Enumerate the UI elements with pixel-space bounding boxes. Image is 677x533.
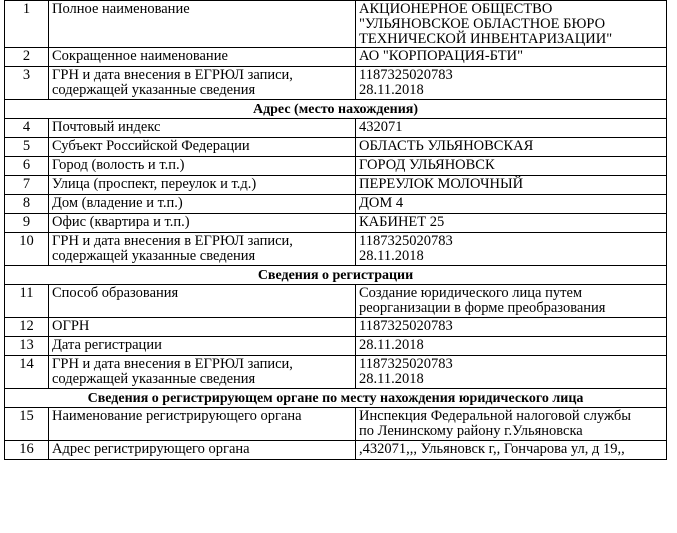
row-label: Полное наименование bbox=[49, 1, 356, 48]
table-row bbox=[5, 119, 667, 138]
row-number: 9 bbox=[5, 214, 49, 233]
row-value bbox=[356, 67, 667, 100]
table-row bbox=[5, 233, 667, 266]
row-number: 1 bbox=[5, 1, 49, 48]
section-header-row bbox=[5, 266, 667, 285]
label-line: содержащей указанные сведения bbox=[52, 82, 256, 98]
value-line: 1187325020783 bbox=[359, 233, 453, 249]
table-row bbox=[5, 1, 667, 48]
table-row bbox=[5, 48, 667, 67]
table-row bbox=[5, 138, 667, 157]
table-row bbox=[5, 67, 667, 100]
row-label bbox=[49, 67, 356, 100]
row-value: АО "КОРПОРАЦИЯ-БТИ" bbox=[356, 48, 667, 67]
row-label: Способ образования bbox=[49, 285, 356, 318]
row-label: Субъект Российской Федерации bbox=[49, 138, 356, 157]
row-value bbox=[356, 356, 667, 389]
section-title-registration: Сведения о регистрации bbox=[5, 266, 667, 285]
table-row bbox=[5, 318, 667, 337]
row-label: Дом (владение и т.п.) bbox=[49, 195, 356, 214]
row-number: 15 bbox=[5, 408, 49, 441]
value-line: ТЕХНИЧЕСКОЙ ИНВЕНТАРИЗАЦИИ" bbox=[359, 31, 613, 47]
row-number: 16 bbox=[5, 441, 49, 460]
label-line: содержащей указанные сведения bbox=[52, 371, 256, 387]
row-label bbox=[49, 233, 356, 266]
value-line: 1187325020783 bbox=[359, 67, 453, 83]
table-row bbox=[5, 408, 667, 441]
row-label bbox=[49, 356, 356, 389]
table-row bbox=[5, 195, 667, 214]
row-number: 12 bbox=[5, 318, 49, 337]
value-line: Инспекция Федеральной налоговой службы bbox=[359, 408, 631, 424]
value-line: реорганизации в форме преобразования bbox=[359, 300, 606, 316]
label-line: содержащей указанные сведения bbox=[52, 248, 256, 264]
row-value: ГОРОД УЛЬЯНОВСК bbox=[356, 157, 667, 176]
table-row bbox=[5, 157, 667, 176]
egrul-extract-table bbox=[4, 0, 666, 460]
row-label: Город (волость и т.п.) bbox=[49, 157, 356, 176]
row-label: Почтовый индекс bbox=[49, 119, 356, 138]
row-value bbox=[356, 408, 667, 441]
row-label: Адрес регистрирующего органа bbox=[49, 441, 356, 460]
value-line: "УЛЬЯНОВСКОЕ ОБЛАСТНОЕ БЮРО bbox=[359, 16, 606, 32]
table-row bbox=[5, 337, 667, 356]
section-header-row bbox=[5, 389, 667, 408]
row-number: 11 bbox=[5, 285, 49, 318]
value-line: 28.11.2018 bbox=[359, 371, 424, 387]
row-value: ,432071,,, Ульяновск г,, Гончарова ул, д 19,, bbox=[356, 441, 667, 460]
row-number: 10 bbox=[5, 233, 49, 266]
row-number: 5 bbox=[5, 138, 49, 157]
row-value: ДОМ 4 bbox=[356, 195, 667, 214]
row-number: 4 bbox=[5, 119, 49, 138]
row-value: КАБИНЕТ 25 bbox=[356, 214, 667, 233]
row-label: Офис (квартира и т.п.) bbox=[49, 214, 356, 233]
info-table bbox=[4, 0, 667, 460]
row-label: Дата регистрации bbox=[49, 337, 356, 356]
label-line: ГРН и дата внесения в ЕГРЮЛ записи, bbox=[52, 356, 293, 372]
row-label: Сокращенное наименование bbox=[49, 48, 356, 67]
row-number: 8 bbox=[5, 195, 49, 214]
row-value: ПЕРЕУЛОК МОЛОЧНЫЙ bbox=[356, 176, 667, 195]
table-row bbox=[5, 441, 667, 460]
row-number: 13 bbox=[5, 337, 49, 356]
value-line: 1187325020783 bbox=[359, 356, 453, 372]
table-row bbox=[5, 285, 667, 318]
value-line: АКЦИОНЕРНОЕ ОБЩЕСТВО bbox=[359, 1, 553, 17]
row-value: ОБЛАСТЬ УЛЬЯНОВСКАЯ bbox=[356, 138, 667, 157]
row-number: 6 bbox=[5, 157, 49, 176]
label-line: ГРН и дата внесения в ЕГРЮЛ записи, bbox=[52, 233, 293, 249]
row-value: 1187325020783 bbox=[356, 318, 667, 337]
row-number: 2 bbox=[5, 48, 49, 67]
row-label: Наименование регистрирующего органа bbox=[49, 408, 356, 441]
value-line: по Ленинскому району г.Ульяновска bbox=[359, 423, 583, 439]
table-row bbox=[5, 356, 667, 389]
value-line: 28.11.2018 bbox=[359, 82, 424, 98]
row-value bbox=[356, 285, 667, 318]
row-value: 28.11.2018 bbox=[356, 337, 667, 356]
section-title-address: Адрес (место нахождения) bbox=[5, 100, 667, 119]
row-number: 14 bbox=[5, 356, 49, 389]
row-value bbox=[356, 233, 667, 266]
section-header-row bbox=[5, 100, 667, 119]
value-line: 28.11.2018 bbox=[359, 248, 424, 264]
row-label: ОГРН bbox=[49, 318, 356, 337]
table-row bbox=[5, 214, 667, 233]
section-title-authority: Сведения о регистрирующем органе по месту нахождения юридического лица bbox=[5, 389, 667, 408]
row-number: 7 bbox=[5, 176, 49, 195]
table-row bbox=[5, 176, 667, 195]
label-line: ГРН и дата внесения в ЕГРЮЛ записи, bbox=[52, 67, 293, 83]
row-number: 3 bbox=[5, 67, 49, 100]
row-label: Улица (проспект, переулок и т.д.) bbox=[49, 176, 356, 195]
value-line: Создание юридического лица путем bbox=[359, 285, 583, 301]
row-value bbox=[356, 1, 667, 48]
row-value: 432071 bbox=[356, 119, 667, 138]
